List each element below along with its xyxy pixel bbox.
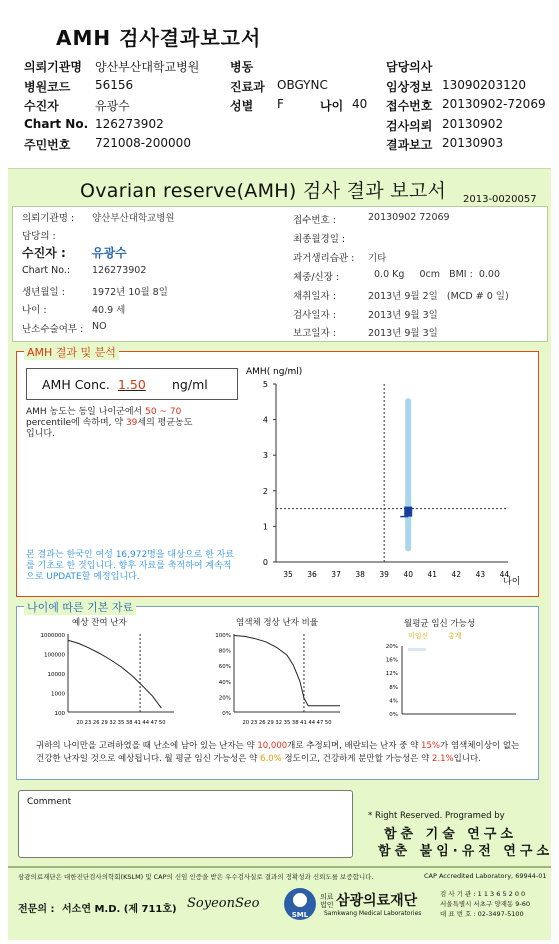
contact-address: 서울특별시 서초구 양재동 9-60 xyxy=(440,900,531,908)
mini1-x-tick-labels: 20 23 26 29 32 35 38 41 44 47 50 xyxy=(76,720,166,726)
value-resident-no: 721008-200000 xyxy=(95,136,191,150)
amh-conc-value: 1.50 xyxy=(118,377,146,392)
rpt-label-chart: Chart No.: xyxy=(22,265,71,276)
label-receipt-no: 접수번호 xyxy=(386,99,433,113)
rpt-value-age: 40.9 세 xyxy=(92,305,126,316)
summary-1a: 귀하의 나이만을 고려하였을 때 난소에 남아 있는 난자는 약 xyxy=(36,741,255,751)
label-resident-no: 주민번호 xyxy=(24,138,71,152)
mini3-y-tick-label: 4% xyxy=(389,698,398,705)
value-hospital-code: 56156 xyxy=(95,78,134,92)
contact-lab-no: 검 사 기 관 : 1 1 3 6 5 2 0 0 xyxy=(440,890,526,898)
value-patient: 유광수 xyxy=(95,99,130,113)
mini3-bar xyxy=(408,648,426,651)
mini3-legend-2: 총계 xyxy=(448,632,462,640)
label-hospital-code: 병원코드 xyxy=(24,80,71,94)
logo-small-text: 의료법인 xyxy=(320,893,334,909)
chart1-title: 예상 잔여 난자 xyxy=(72,618,127,628)
rpt-label-birth: 생년월일 : xyxy=(22,287,65,298)
basic-summary xyxy=(36,740,524,766)
rpt-label-receipt: 접수번호 : xyxy=(293,215,336,226)
amh-x-tick-label: 42 xyxy=(451,570,462,579)
value-clinical-info: 13090203120 xyxy=(442,78,526,92)
label-chart-no: Chart No. xyxy=(24,117,89,131)
doctor-label: 전문의 : xyxy=(18,904,55,915)
amh-conc-label: AMH Conc. xyxy=(42,377,110,392)
amh-x-tick-label: 41 xyxy=(427,570,438,579)
amh-y-tick-label: 5 xyxy=(262,380,268,389)
rpt-value-receipt: 20130902 72069 xyxy=(368,212,450,223)
label-ward: 병동 xyxy=(230,60,254,74)
rpt-label-age: 나이 : xyxy=(22,305,47,316)
sml-logo-badge: SML xyxy=(291,911,309,919)
value-institution: 양산부산대학교병원 xyxy=(95,60,200,74)
rpt-value-body: 0.0 Kg 0cm BMI : 0.00 xyxy=(374,269,500,280)
rpt-label-body: 체중/신장 : xyxy=(293,272,340,283)
rpt-value-birth: 1972년 10월 8일 xyxy=(92,287,168,298)
comment-label: Comment xyxy=(27,797,72,807)
value-receipt-no: 20130902-72069 xyxy=(442,97,546,111)
mini2-x-tick-labels: 20 23 26 29 32 35 38 41 44 47 50 xyxy=(242,720,332,726)
amh-desc-4: 입니다. xyxy=(26,429,55,439)
contact-phone: 대 표 번 호 : 02-3497-5100 xyxy=(440,910,524,918)
value-department: OBGYNC xyxy=(277,78,328,92)
summary-eggs: 10,000 xyxy=(257,741,288,751)
rpt-value-collect: 2013년 9월 2일 (MCD # 0 일) xyxy=(368,291,509,302)
mini2-curve xyxy=(234,636,340,706)
value-request-date: 20130902 xyxy=(442,117,504,131)
sml-logo-icon xyxy=(282,886,318,922)
amh-section-title: AMH 결과 및 분석 xyxy=(24,344,119,360)
doctor-name: 서소연 M.D. (제 711호) xyxy=(62,904,177,915)
label-request-date: 검사의뢰 xyxy=(386,119,433,133)
copyright-org-1: 함춘 기술 연구소 xyxy=(384,827,517,842)
summary-1b: 개로 추정되며, 배란되는 난자 중 xyxy=(287,741,408,751)
chart2-title: 염색체 정상 난자 비율 xyxy=(236,618,319,628)
amh-x-tick-label: 36 xyxy=(307,570,317,579)
mini1-y-tick-label: 100 xyxy=(54,711,65,717)
mini2-y-tick-label: 80% xyxy=(218,648,231,655)
amh-y-tick-label: 1 xyxy=(262,522,268,532)
label-sex: 성별 xyxy=(230,99,254,113)
label-department: 진료과 xyxy=(230,80,265,94)
amh-pct-high: 70 xyxy=(169,407,182,417)
amh-chart-title: AMH( ng/ml) xyxy=(246,367,303,377)
amh-description xyxy=(26,407,246,440)
rpt-value-surgery: NO xyxy=(92,321,107,332)
report-title: Ovarian reserve(AMH) 검사 결과 보고서 xyxy=(80,180,447,202)
rpt-label-patient: 수진자 : xyxy=(22,246,66,260)
mini3-y-tick-label: 8% xyxy=(389,684,398,691)
mini3-legend-1: 미임신 xyxy=(408,632,429,640)
mini1-y-tick-label: 1000 xyxy=(51,691,65,698)
logo-english: Samkwang Medical Laboratories xyxy=(324,910,422,917)
value-sex: F xyxy=(277,97,284,111)
rpt-label-doctor: 담당의 : xyxy=(22,231,56,242)
summary-2a: 약 xyxy=(410,741,419,751)
mini2-y-tick-label: 100% xyxy=(215,633,231,639)
mini2-y-tick-label: 20% xyxy=(218,695,231,702)
amh-chart xyxy=(240,362,536,590)
amh-y-tick-label: 0 xyxy=(262,558,268,567)
mini2-y-tick-label: 40% xyxy=(218,679,231,686)
rpt-value-test: 2013년 9월 3일 xyxy=(368,310,438,321)
amh-desc-2: percentile에 속하며, 약 xyxy=(26,418,124,428)
label-age: 나이 xyxy=(320,99,344,113)
amh-patient-marker xyxy=(404,507,412,517)
chart-pregnancy-chance xyxy=(372,628,522,728)
amh-pct-low: 50 xyxy=(145,407,157,417)
rpt-value-chart: 126273902 xyxy=(92,265,147,276)
summary-3a: 건강하게 분만할 가능성은 약 xyxy=(322,754,430,764)
label-report-date: 결과보고 xyxy=(386,138,433,152)
mini1-y-tick-label: 1000000 xyxy=(40,633,65,639)
value-report-date: 20130903 xyxy=(442,136,504,150)
logo-name: 삼광의료재단 xyxy=(336,893,418,909)
amh-pct-sep: ~ xyxy=(159,407,167,417)
amh-x-tick-label: 43 xyxy=(475,570,486,579)
mini1-y-tick-label: 10000 xyxy=(47,672,65,678)
rpt-value-history: 기타 xyxy=(368,253,387,264)
value-chart-no: 126273902 xyxy=(95,117,164,131)
amh-y-tick-label: 2 xyxy=(262,486,268,496)
rpt-label-institution: 의뢰기관명 : xyxy=(22,213,75,224)
rpt-label-collect: 채취일자 : xyxy=(293,291,336,302)
amh-x-tick-label: 39 xyxy=(379,570,389,579)
mini1-curve xyxy=(68,640,161,708)
amh-desc-1: AMH 농도는 동일 나이군에서 xyxy=(26,407,143,417)
summary-monthly: 6.0% xyxy=(260,754,282,764)
rpt-label-test: 검사일자 : xyxy=(293,310,336,321)
amh-x-tick-label: 37 xyxy=(331,570,341,579)
footer-divider xyxy=(8,866,551,868)
summary-2c: 월 평균 임신 가능성은 약 xyxy=(164,754,258,764)
summary-2b: 가 염색체이상이 없는 건강한 난자일 것으로 예상됩니다. xyxy=(36,741,520,764)
amh-chart-xlabel: 나이 xyxy=(503,577,521,587)
mini2-y-tick-label: 60% xyxy=(218,664,231,671)
rpt-label-report: 보고일자 : xyxy=(293,328,336,339)
copyright-org-2: 함춘 불임·유전 연구소 xyxy=(378,844,554,859)
rpt-value-patient: 유광수 xyxy=(92,246,127,260)
rpt-value-institution: 양산부산대학교병원 xyxy=(92,213,175,224)
copyright-line: * Right Reserved. Programed by xyxy=(368,811,505,821)
header-title: AMH 검사결과보고서 xyxy=(56,26,262,50)
value-age: 40 xyxy=(352,97,368,111)
chart-remaining-eggs xyxy=(34,628,180,728)
mini2-y-tick-label: 0% xyxy=(222,711,231,717)
amh-equiv-age: 39 xyxy=(125,418,138,428)
amh-y-tick-label: 4 xyxy=(262,415,268,425)
summary-abnormal: 15% xyxy=(421,741,440,751)
amh-x-tick-label: 40 xyxy=(403,570,413,579)
label-institution: 의뢰기관명 xyxy=(24,60,82,74)
doctor-signature: SoyeonSeo xyxy=(187,896,260,911)
label-patient: 수진자 xyxy=(24,99,59,113)
amh-y-tick-label: 3 xyxy=(262,451,268,461)
basic-section-title: 나이에 따른 기본 자료 xyxy=(24,599,136,615)
amh-desc-3: 세의 평균농도 xyxy=(137,418,193,428)
label-clinical-info: 임상정보 xyxy=(386,80,433,94)
footer-cap: CAP Accredited Laboratory, 69944-01 xyxy=(424,872,547,880)
amh-x-tick-label: 35 xyxy=(283,570,293,579)
summary-2d: 정도이고, xyxy=(284,754,320,764)
amh-age-range-bar xyxy=(405,398,411,551)
amh-conc-unit: ng/ml xyxy=(172,377,208,392)
mini3-y-tick-label: 12% xyxy=(385,671,398,678)
mini1-y-tick-label: 100000 xyxy=(44,652,65,659)
mini3-y-tick-label: 16% xyxy=(385,657,398,664)
amh-x-tick-label: 38 xyxy=(355,570,365,579)
label-doctor: 담당의사 xyxy=(386,60,433,74)
summary-3b: 입니다. xyxy=(453,754,481,764)
chart-normal-eggs xyxy=(206,628,346,728)
footer-certification: 삼광의료재단은 대한진단검사의학회(KSLM) 및 CAP의 신임 인증을 받은 우수검사실로 결과의 정확성과 신뢰도를 보증합니다. xyxy=(18,873,374,881)
rpt-label-history: 과거생리습관 : xyxy=(293,253,355,264)
chart3-title: 월평균 임신 가능성 xyxy=(404,619,476,629)
rpt-value-report: 2013년 9월 3일 xyxy=(368,328,438,339)
report-number: 2013-0020057 xyxy=(463,194,537,205)
amh-note: 본 결과는 한국인 여성 16,972명을 대상으로 한 자료를 기초로 한 것입니다. 향후 자료를 축적하여 계속적으로 UPDATE할 예정입니다. xyxy=(26,550,235,582)
rpt-label-surgery: 난소수술여부 : xyxy=(22,324,84,335)
mini3-y-tick-label: 20% xyxy=(385,644,398,650)
summary-birth: 2.1% xyxy=(432,754,454,764)
rpt-label-lmp: 최종월경일 : xyxy=(293,234,346,245)
amh-x-tick-label: 44 xyxy=(499,570,510,579)
mini3-y-tick-label: 0% xyxy=(389,712,398,718)
